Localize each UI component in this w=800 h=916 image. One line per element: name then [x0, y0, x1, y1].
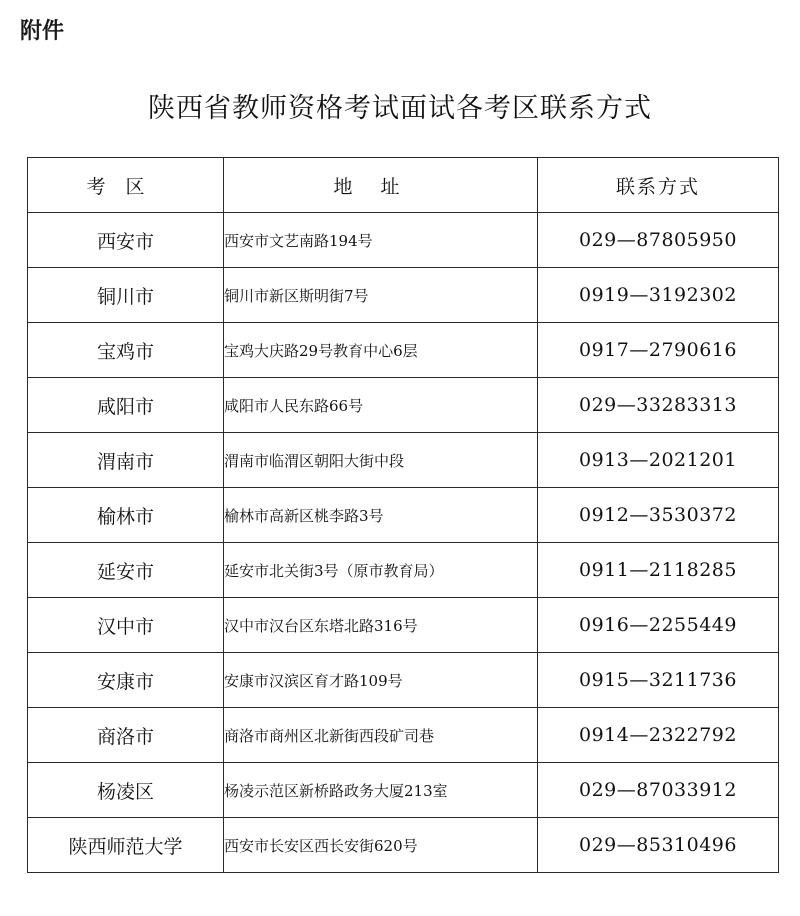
table-header — [28, 158, 779, 213]
district-cell: 榆林市 — [28, 488, 224, 543]
phone-cell: 0917—2790616 — [538, 323, 779, 378]
phone-cell: 029—87033912 — [538, 763, 779, 818]
contact-table — [27, 157, 779, 873]
address-cell: 商洛市商州区北新街西段矿司巷 — [224, 708, 538, 763]
phone-cell: 0919—3192302 — [538, 268, 779, 323]
address-cell: 铜川市新区斯明街7号 — [224, 268, 538, 323]
attachment-label: 附件 — [20, 19, 65, 44]
phone-cell: 0915—3211736 — [538, 653, 779, 708]
phone-cell: 0914—2322792 — [538, 708, 779, 763]
district-cell: 汉中市 — [28, 598, 224, 653]
phone-cell: 029—87805950 — [538, 213, 779, 268]
table-row — [28, 653, 779, 708]
document-title: 陕西省教师资格考试面试各考区联系方式 — [148, 93, 652, 124]
phone-cell: 0916—2255449 — [538, 598, 779, 653]
table-row — [28, 433, 779, 488]
header-district: 考区 — [28, 158, 224, 213]
table-row — [28, 323, 779, 378]
table-row — [28, 488, 779, 543]
district-cell: 咸阳市 — [28, 378, 224, 433]
header-phone: 联系方式 — [538, 158, 779, 213]
phone-cell: 0911—2118285 — [538, 543, 779, 598]
phone-cell: 0912—3530372 — [538, 488, 779, 543]
district-cell: 铜川市 — [28, 268, 224, 323]
address-cell: 咸阳市人民东路66号 — [224, 378, 538, 433]
table-row — [28, 708, 779, 763]
address-cell: 延安市北关街3号（原市教育局） — [224, 543, 538, 598]
table-row — [28, 378, 779, 433]
district-cell: 宝鸡市 — [28, 323, 224, 378]
table-body — [28, 213, 779, 873]
district-cell: 陕西师范大学 — [28, 818, 224, 873]
address-cell: 西安市长安区西长安街620号 — [224, 818, 538, 873]
table-row — [28, 818, 779, 873]
phone-cell: 029—85310496 — [538, 818, 779, 873]
phone-cell: 029—33283313 — [538, 378, 779, 433]
address-cell: 宝鸡大庆路29号教育中心6层 — [224, 323, 538, 378]
header-row — [28, 158, 779, 213]
table-row — [28, 268, 779, 323]
table-row — [28, 543, 779, 598]
address-cell: 安康市汉滨区育才路109号 — [224, 653, 538, 708]
address-cell: 渭南市临渭区朝阳大街中段 — [224, 433, 538, 488]
district-cell: 安康市 — [28, 653, 224, 708]
phone-cell: 0913—2021201 — [538, 433, 779, 488]
address-cell: 榆林市高新区桃李路3号 — [224, 488, 538, 543]
table-row — [28, 213, 779, 268]
table-row — [28, 598, 779, 653]
address-cell: 杨凌示范区新桥路政务大厦213室 — [224, 763, 538, 818]
district-cell: 渭南市 — [28, 433, 224, 488]
district-cell: 西安市 — [28, 213, 224, 268]
address-cell: 汉中市汉台区东塔北路316号 — [224, 598, 538, 653]
district-cell: 延安市 — [28, 543, 224, 598]
table-row — [28, 763, 779, 818]
district-cell: 商洛市 — [28, 708, 224, 763]
district-cell: 杨凌区 — [28, 763, 224, 818]
address-cell: 西安市文艺南路194号 — [224, 213, 538, 268]
header-address: 地址 — [224, 158, 538, 213]
